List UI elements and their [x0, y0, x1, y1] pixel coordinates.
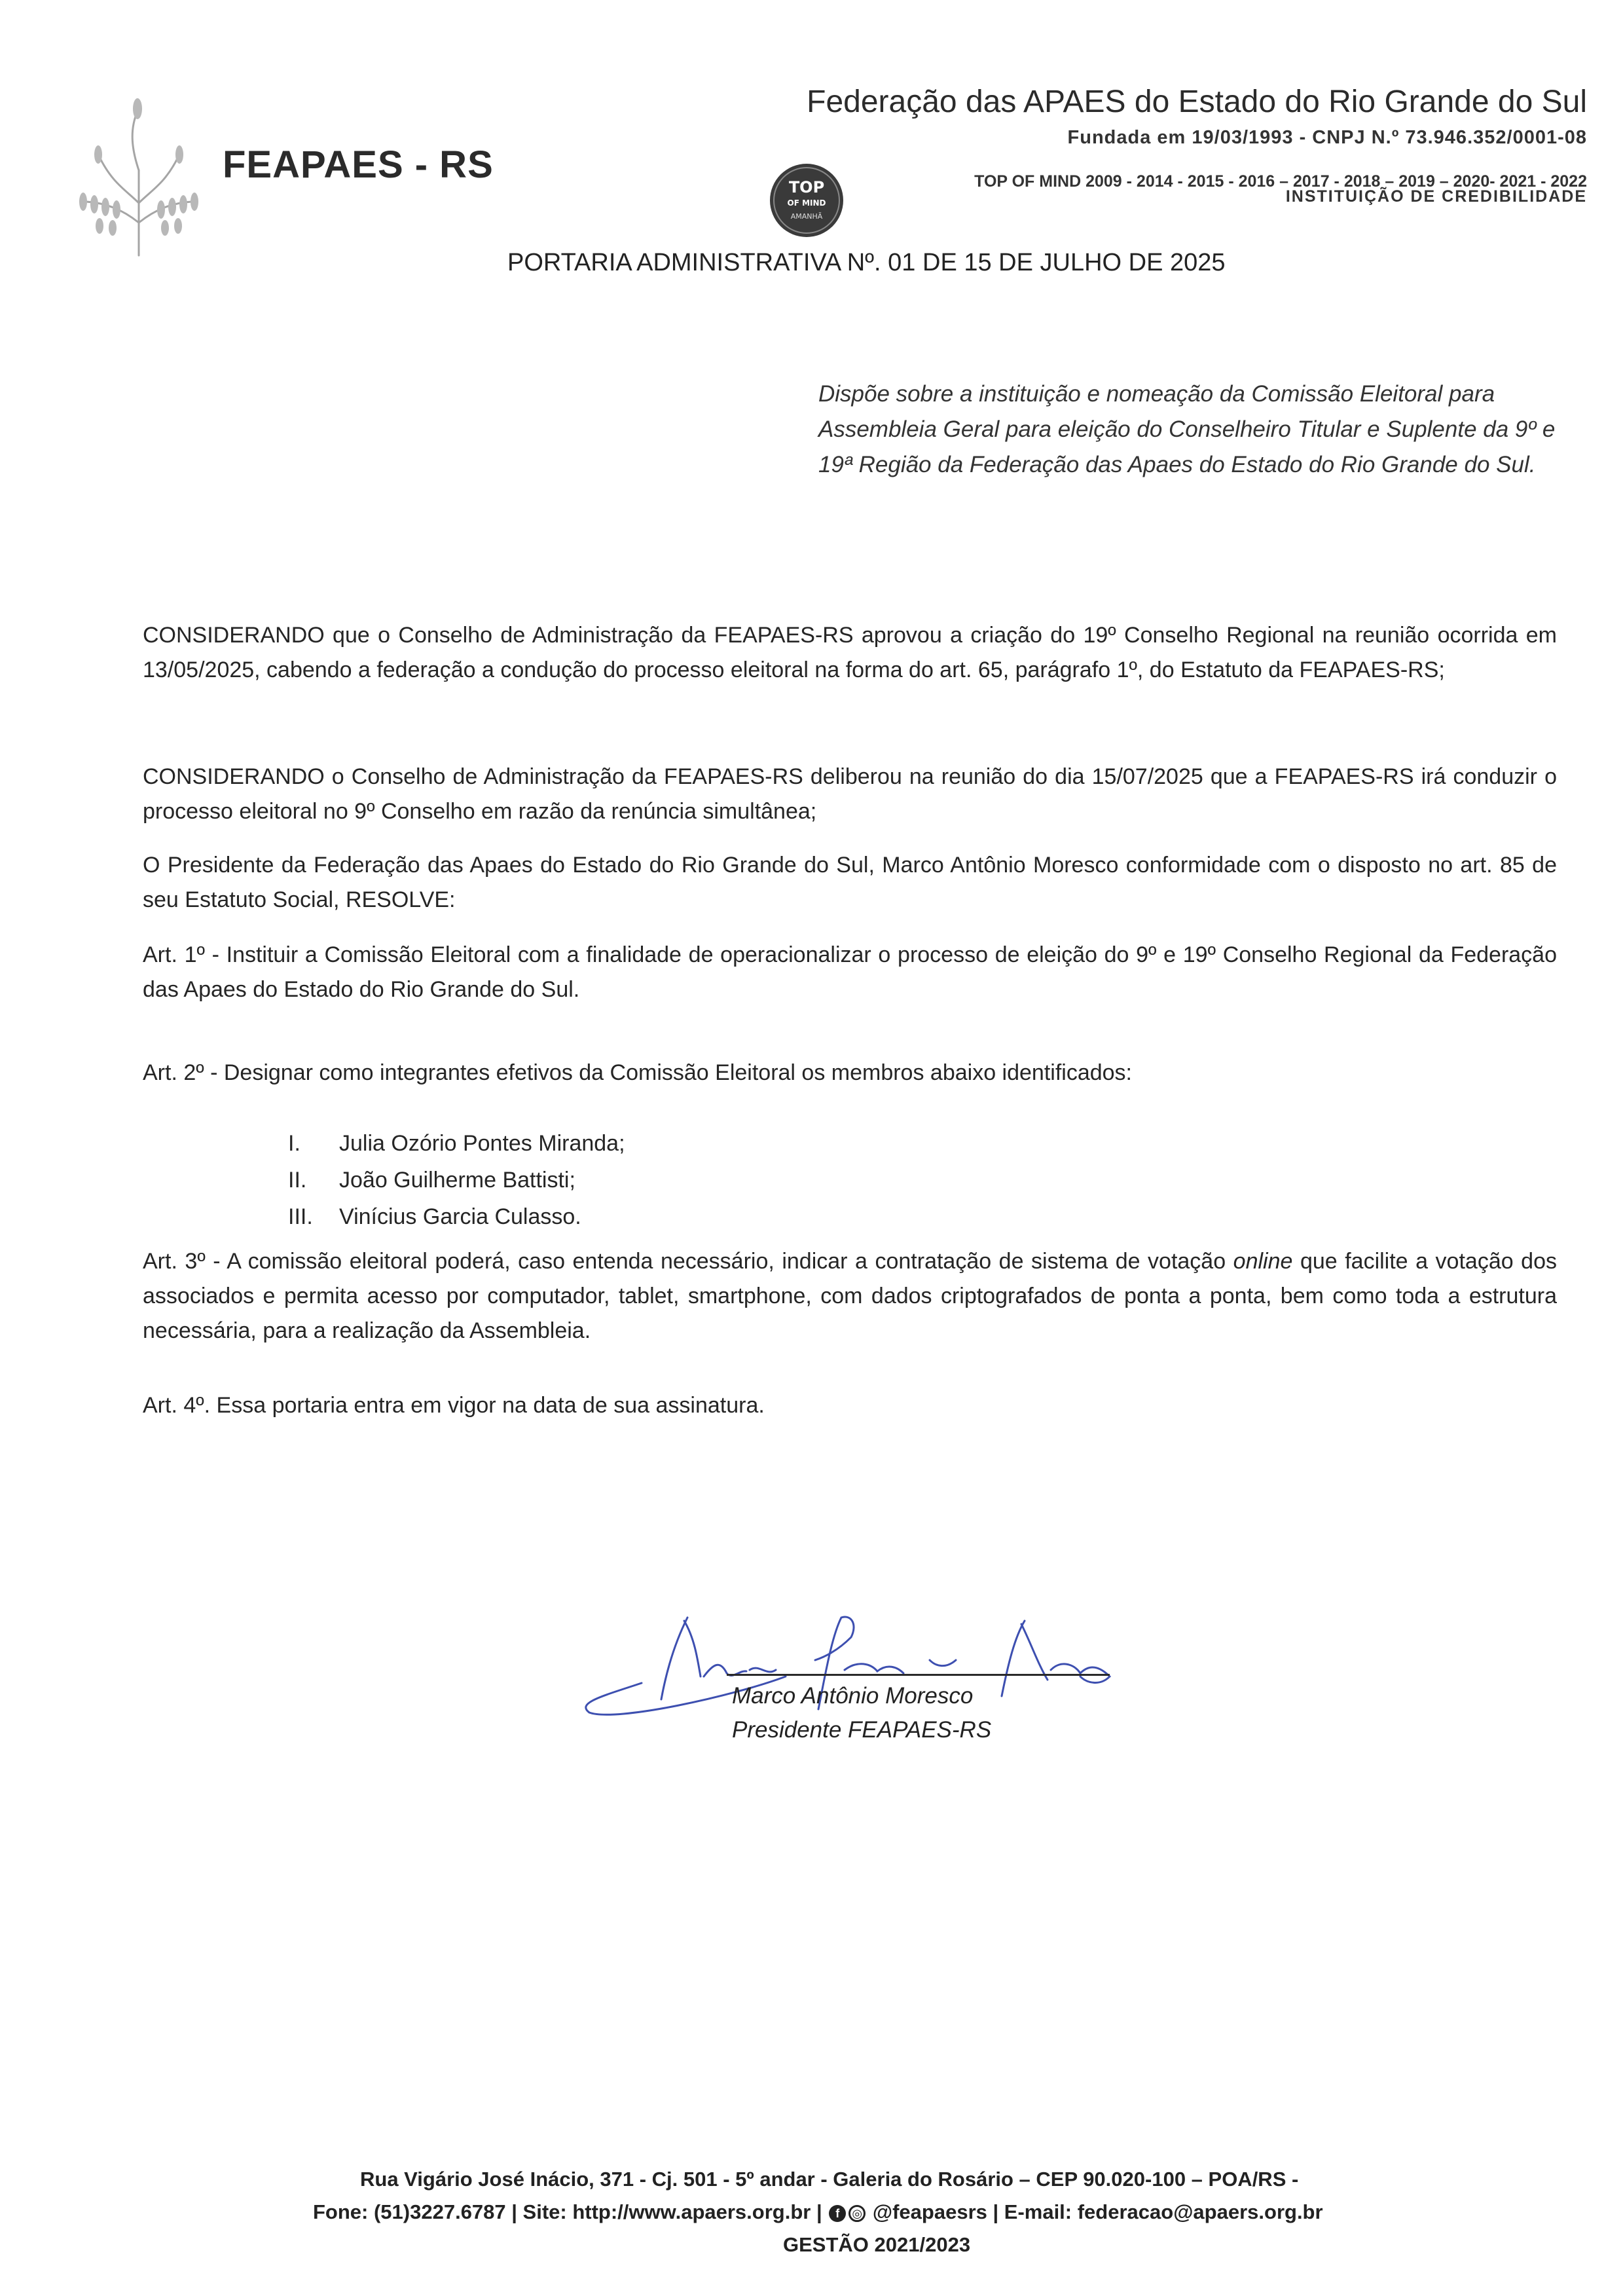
considering-lead: CONSIDERANDO — [143, 764, 325, 789]
footer-contact-phone-site: Fone: (51)3227.6787 | Site: http://www.apaers.org.br | — [313, 2200, 822, 2223]
credibility-label: INSTITUIÇÃO DE CREDIBILIDADE — [1285, 187, 1587, 206]
article-1: Art. 1º - Instituir a Comissão Eleitoral com a finalidade de operacionalizar o processo de eleição do 9º e 19º Conselho Regional da Federação das Apaes do Estado do Rio Grande do Sul. — [143, 942, 1557, 1002]
member-name: João Guilherme Battisti; — [339, 1168, 575, 1193]
badge-line3: AMANHÃ — [790, 212, 823, 221]
considering-lead: CONSIDERANDO — [143, 623, 325, 648]
article-3-text-a: Art. 3º - A comissão eleitoral poderá, caso entenda necessário, indicar a contratação de sistema de votação — [143, 1249, 1233, 1274]
list-item — [288, 1162, 625, 1198]
top-of-mind-badge — [767, 161, 846, 240]
article-3-text-b: que facilite a votação dos associados e permita acesso por computador, tablet, smartphone, com dados criptografados de ponta a ponta, bem como toda a estrutura necessária, para a realização da Assembleia. — [143, 1249, 1557, 1343]
considering-paragraph-1 — [143, 618, 1557, 688]
article-2: Art. 2º - Designar como integrantes efetivos da Comissão Eleitoral os membros abaixo identificados: — [143, 1060, 1133, 1085]
resolve-label: RESOLVE: — [345, 887, 456, 912]
article-4: Art. 4º. Essa portaria entra em vigor na data de sua assinatura. — [143, 1393, 765, 1418]
document-summary: Dispõe sobre a instituição e nomeação da Comissão Eleitoral para Assembleia Geral para eleição do Conselheiro Titular e Suplente da 9º e 19ª Região da Federação das Apaes do Estado do Rio Grande do Sul. — [818, 381, 1556, 477]
considering-paragraph-2 — [143, 760, 1557, 829]
federation-founded: Fundada em 19/03/1993 - CNPJ N.º 73.946.352/0001-08 — [1067, 127, 1587, 148]
article-3 — [143, 1244, 1557, 1348]
logo-flower-icon — [60, 92, 217, 262]
footer-contact-social-email: @feapaesrs | E-mail: federacao@apaers.org.br — [872, 2200, 1323, 2223]
document-title: PORTARIA ADMINISTRATIVA Nº. 01 DE 15 DE JULHO DE 2025 — [507, 249, 1226, 276]
footer-term: GESTÃO 2021/2023 — [783, 2233, 971, 2256]
instagram-icon[interactable]: ◎ — [848, 2205, 866, 2222]
footer-contact — [313, 2200, 1323, 2224]
president-text: O Presidente da Federação das Apaes do Estado do Rio Grande do Sul, Marco Antônio Moresco conformidade com o disposto no art. 85 de seu Estatuto Social, — [143, 853, 1557, 912]
article-3-online: online — [1233, 1249, 1293, 1274]
list-item — [288, 1198, 625, 1235]
facebook-icon[interactable]: f — [829, 2205, 846, 2222]
signatory-role: Presidente FEAPAES-RS — [732, 1717, 992, 1743]
footer-address: Rua Vigário José Inácio, 371 - Cj. 501 - 5º andar - Galeria do Rosário – CEP 90.020-100 – POA/RS - — [360, 2168, 1299, 2191]
member-name: Julia Ozório Pontes Miranda; — [339, 1131, 625, 1156]
list-item — [288, 1125, 625, 1162]
logo-name: FEAPAES - RS — [223, 143, 494, 186]
federation-name: Federação das APAES do Estado do Rio Grande do Sul — [807, 84, 1587, 119]
member-number: I. — [288, 1131, 301, 1156]
top-of-mind-years: TOP OF MIND 2009 - 2014 - 2015 - 2016 – 2017 - 2018 – 2019 – 2020- 2021 - 2022 — [974, 172, 1587, 191]
signature-scribble-icon — [563, 1598, 1126, 1729]
commission-members-list — [288, 1125, 625, 1235]
member-number: II. — [288, 1168, 307, 1193]
badge-line1: TOP — [788, 178, 825, 196]
considering-text: que o Conselho de Administração da FEAPAES-RS aprovou a criação do 19º Conselho Regional na reunião ocorrida em 13/05/2025, cabendo a federação a condução do processo eleitoral na forma do art. 65, parágrafo 1º, do Estatuto da FEAPAES-RS; — [143, 623, 1557, 682]
president-paragraph — [143, 848, 1557, 917]
signature-line — [727, 1674, 1110, 1676]
member-name: Vinícius Garcia Culasso. — [339, 1204, 581, 1229]
badge-line2: OF MIND — [787, 198, 826, 208]
considering-text: o Conselho de Administração da FEAPAES-RS deliberou na reunião do dia 15/07/2025 que a FEAPAES-RS irá conduzir o processo eleitoral no 9º Conselho em razão da renúncia simultânea; — [143, 764, 1557, 824]
feapaes-logo-mark — [60, 92, 217, 262]
signatory-name: Marco Antônio Moresco — [732, 1683, 974, 1709]
member-number: III. — [288, 1204, 313, 1229]
top-of-mind-seal-icon — [767, 161, 846, 240]
handwritten-signature — [563, 1598, 1126, 1729]
